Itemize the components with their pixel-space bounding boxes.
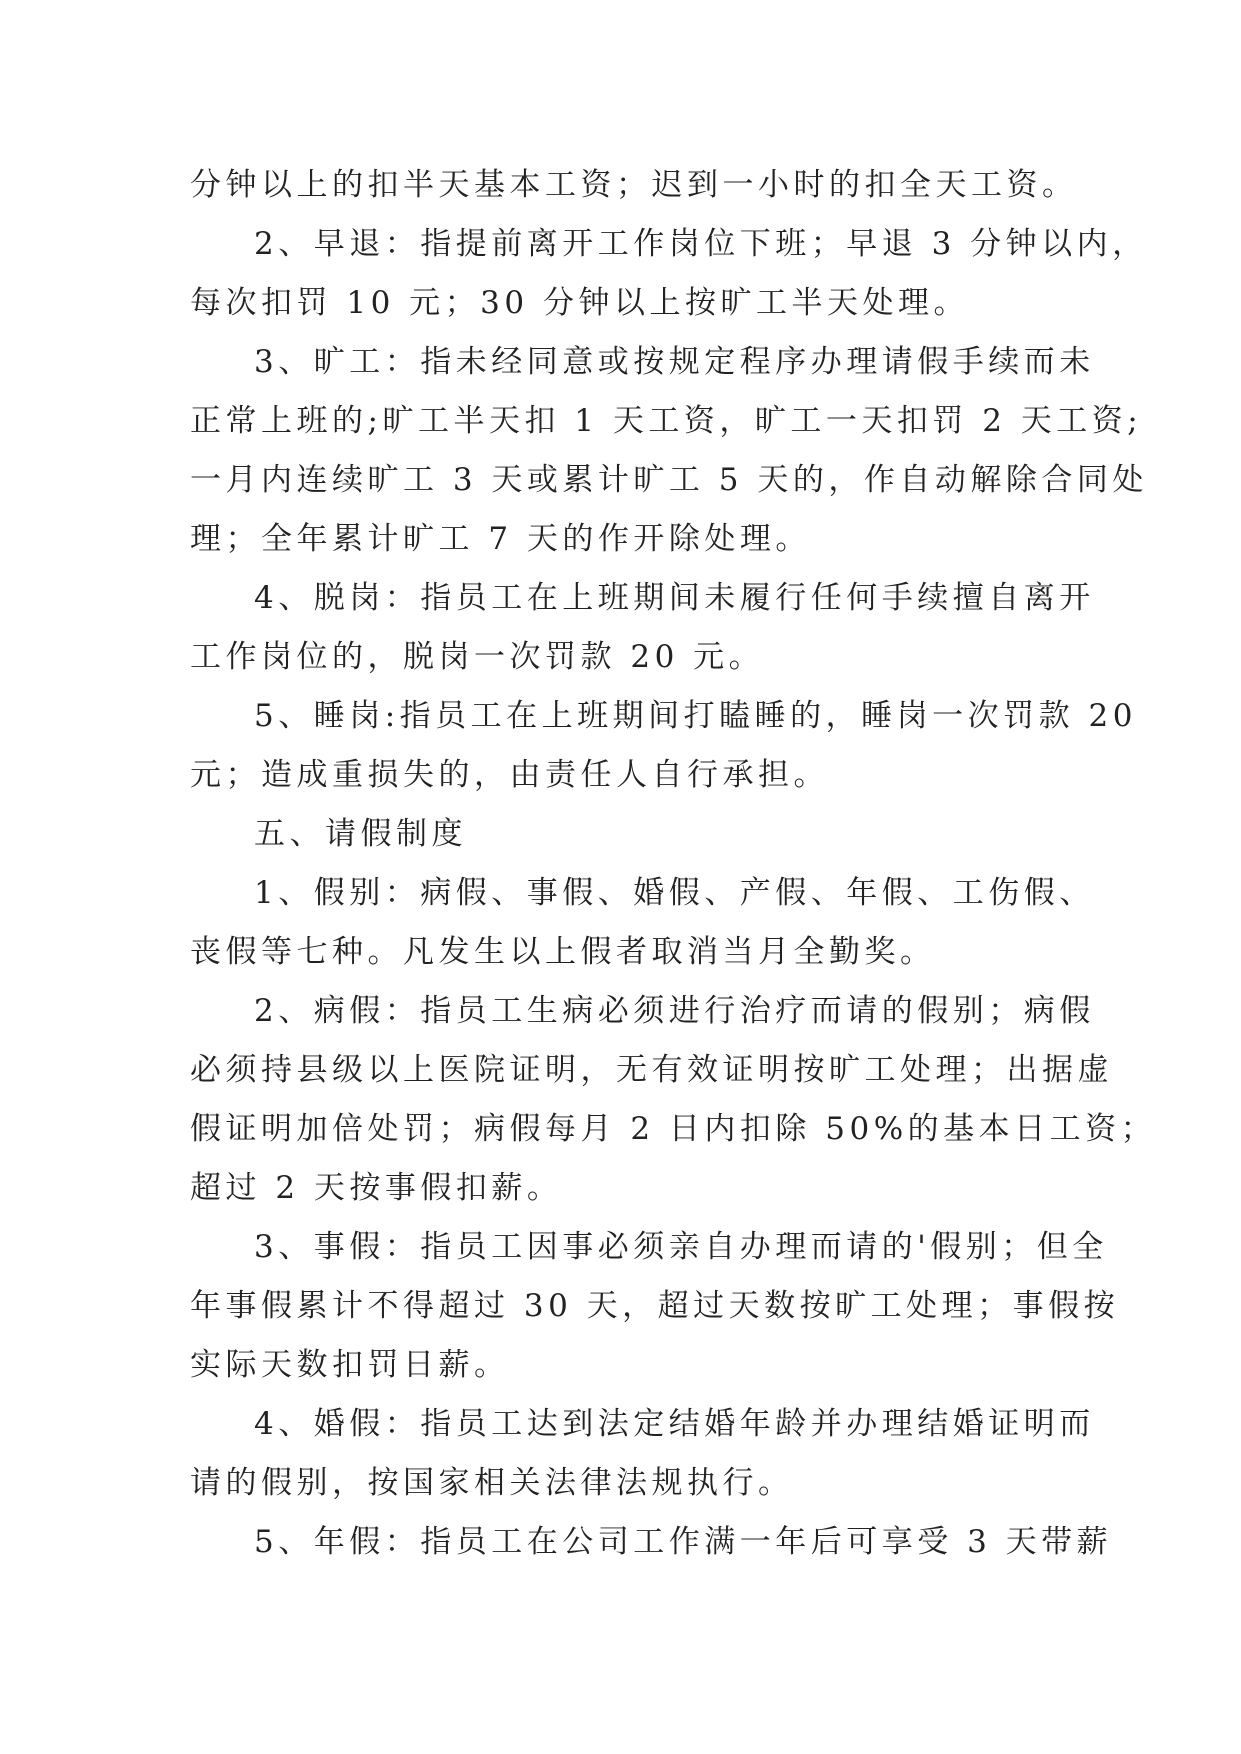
text-line: 理；全年累计旷工 7 天的作开除处理。 bbox=[190, 521, 811, 557]
text-line: 假证明加倍处罚；病假每月 2 日内扣除 50%的基本日工资； bbox=[190, 1111, 1157, 1147]
text-line: 正常上班的;旷工半天扣 1 天工资，旷工一天扣罚 2 天工资; bbox=[190, 403, 1143, 439]
text-line: 年事假累计不得超过 30 天，超过天数按旷工处理；事假按 bbox=[190, 1288, 1120, 1324]
text-line: 工作岗位的，脱岗一次罚款 20 元。 bbox=[190, 639, 765, 675]
text-line: 4、婚假：指员工达到法定结婚年龄并办理结婚证明而 bbox=[254, 1406, 1095, 1442]
text-line: 请的假别，按国家相关法律法规执行。 bbox=[190, 1465, 794, 1501]
text-line: 分钟以上的扣半天基本工资；迟到一小时的扣全天工资。 bbox=[190, 167, 1078, 203]
text-line: 4、脱岗：指员工在上班期间未履行任何手续擅自离开 bbox=[254, 580, 1095, 616]
text-line: 一月内连续旷工 3 天或累计旷工 5 天的，作自动解除合同处 bbox=[190, 462, 1148, 498]
text-line: 丧假等七种。凡发生以上假者取消当月全勤奖。 bbox=[190, 934, 936, 970]
text-line: 3、旷工：指未经同意或按规定程序办理请假手续而未 bbox=[254, 344, 1095, 380]
text-line: 超过 2 天按事假扣薪。 bbox=[190, 1170, 563, 1206]
text-line: 1、假别：病假、事假、婚假、产假、年假、工伤假、 bbox=[254, 875, 1095, 911]
text-line: 5、年假：指员工在公司工作满一年后可享受 3 天带薪 bbox=[254, 1524, 1113, 1560]
text-line: 元；造成重损失的，由责任人自行承担。 bbox=[190, 757, 829, 793]
text-line: 每次扣罚 10 元；30 分钟以上按旷工半天处理。 bbox=[190, 285, 969, 321]
text-line: 3、事假：指员工因事必须亲自办理而请的'假别；但全 bbox=[254, 1229, 1108, 1265]
text-line: 必须持县级以上医院证明，无有效证明按旷工处理；出据虚 bbox=[190, 1052, 1113, 1088]
text-line: 五、请假制度 bbox=[254, 816, 467, 852]
text-line: 2、病假：指员工生病必须进行治疗而请的假别；病假 bbox=[254, 993, 1095, 1029]
text-line: 5、睡岗:指员工在上班期间打瞌睡的，睡岗一次罚款 20 bbox=[254, 698, 1137, 734]
document-body bbox=[190, 156, 1157, 1572]
text-line: 实际天数扣罚日薪。 bbox=[190, 1347, 510, 1383]
text-line: 2、早退：指提前离开工作岗位下班；早退 3 分钟以内， bbox=[254, 226, 1148, 262]
